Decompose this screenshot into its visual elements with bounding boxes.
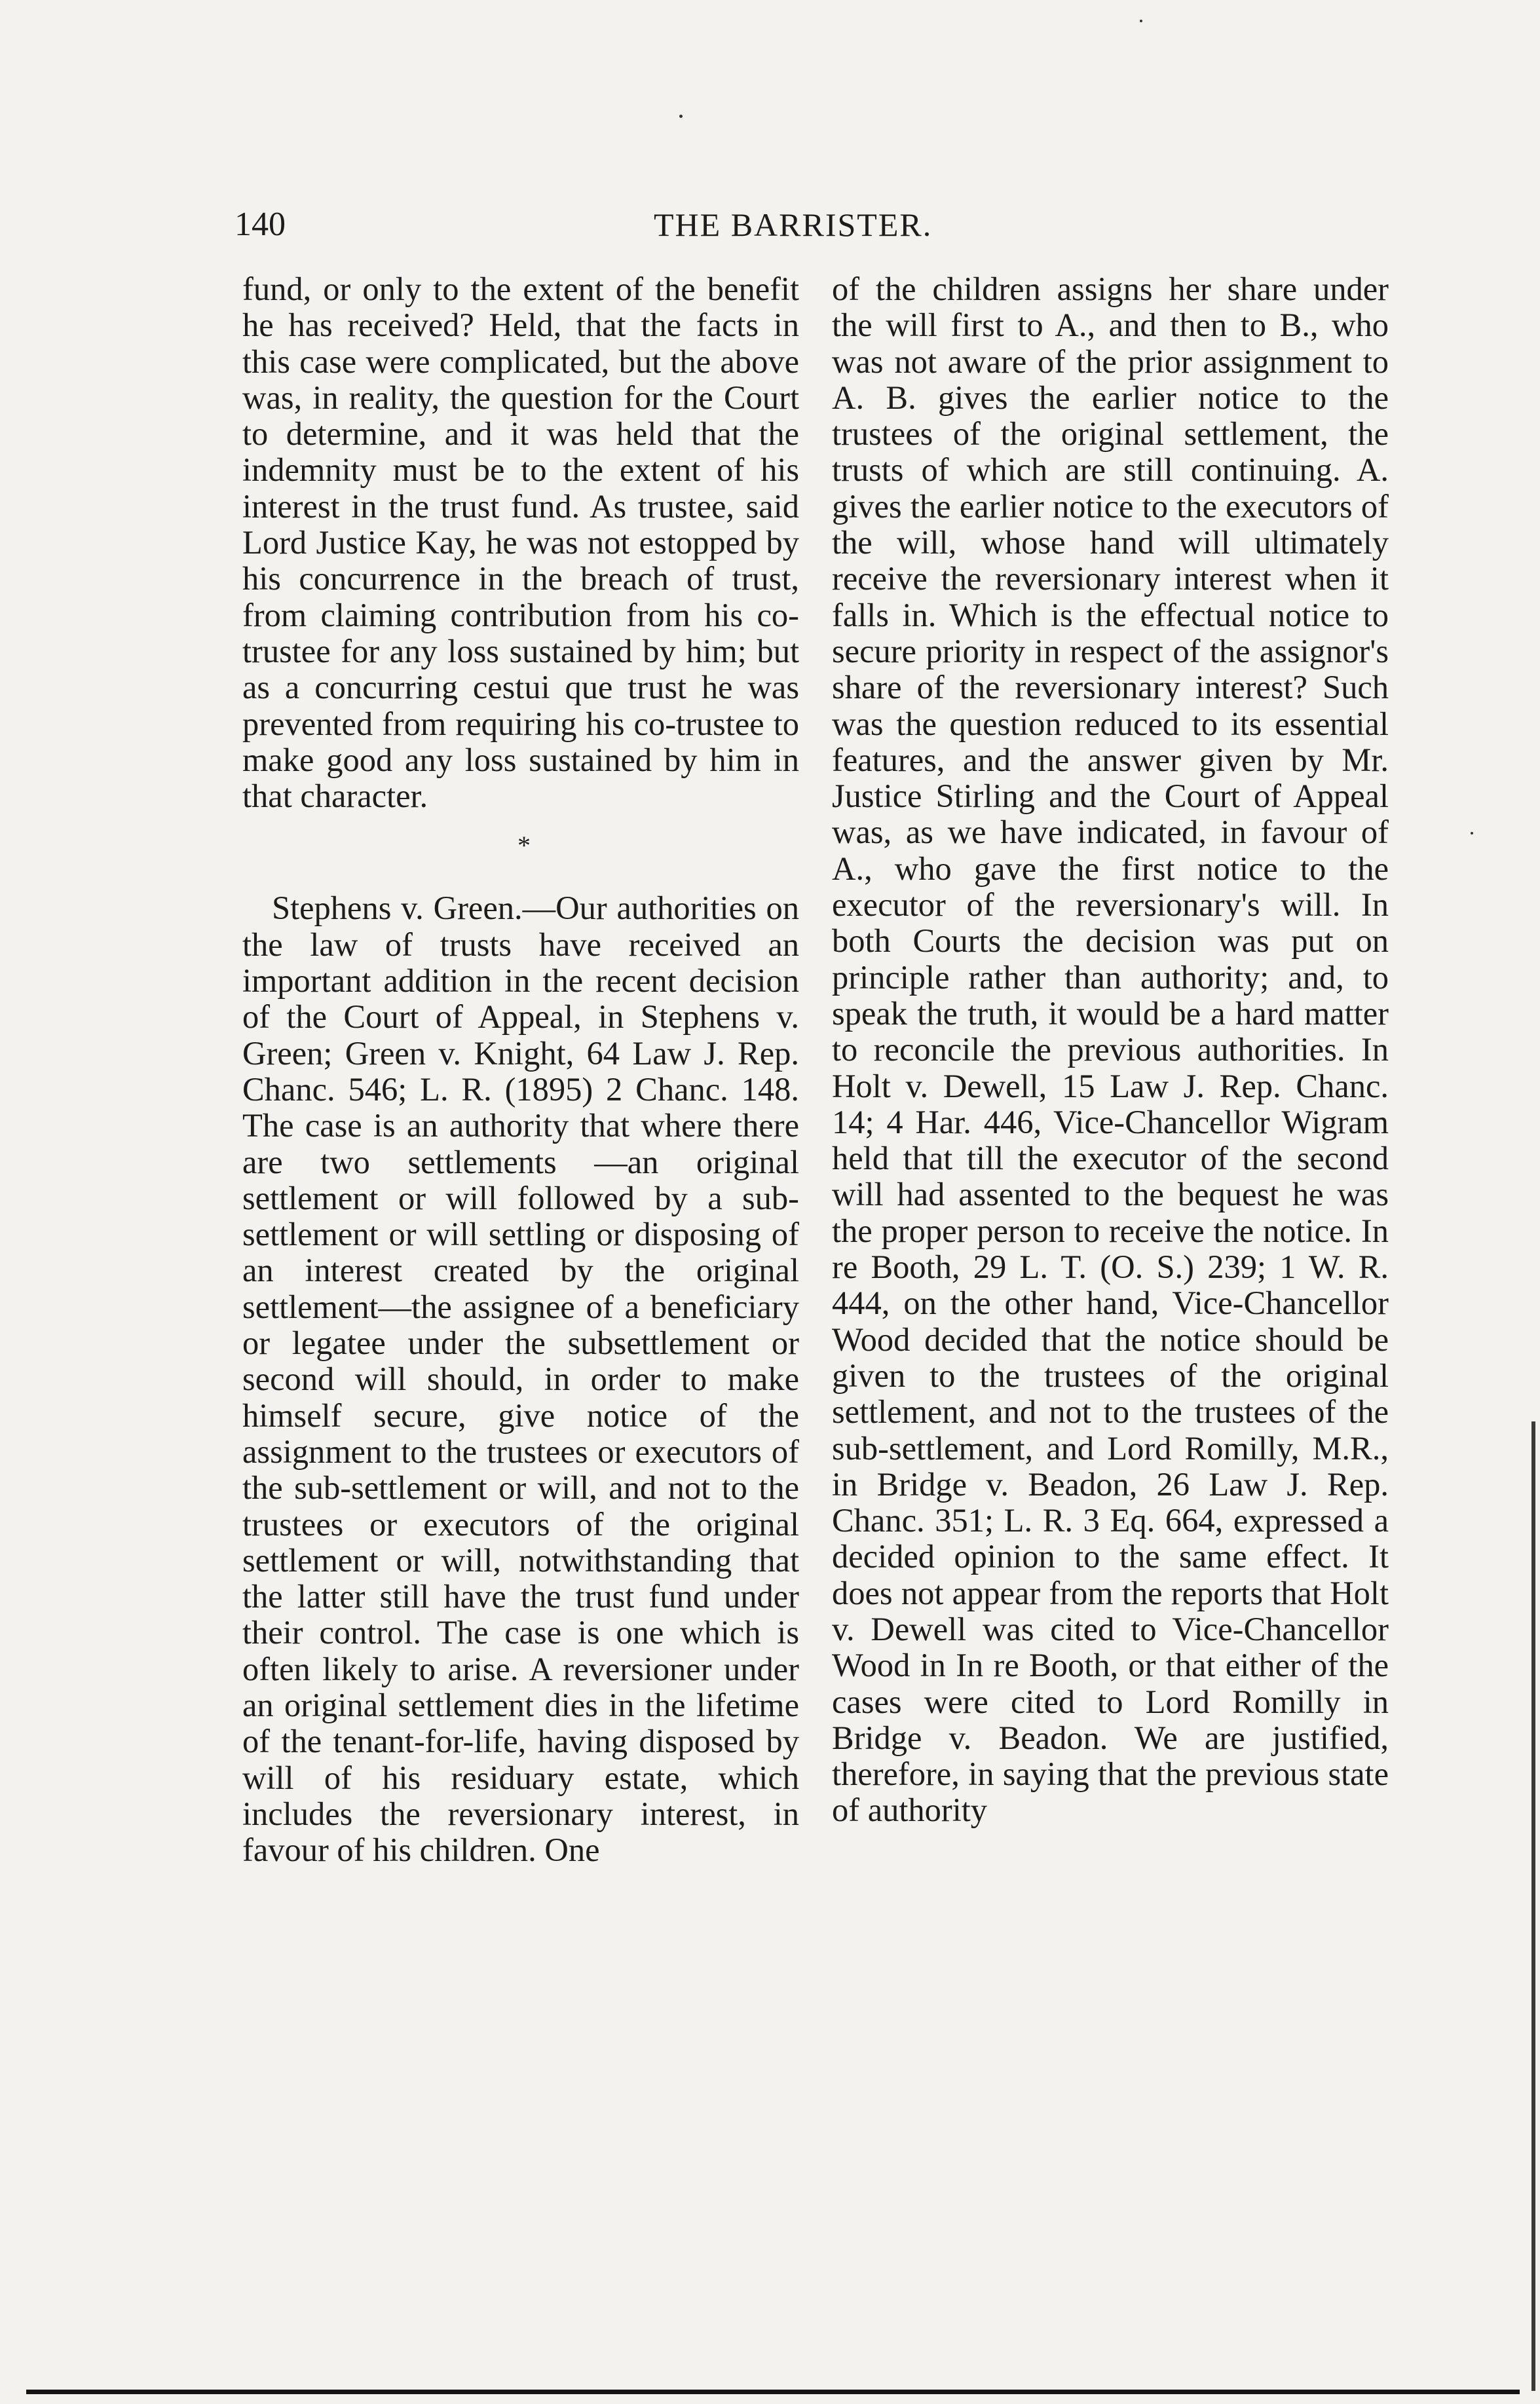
section-ornament: * [517, 831, 531, 861]
left-paragraph-1: fund, or only to the extent of the benefit he has received? Held, that the facts in this case were complicated, but the above was, in reality, the question for the Court to determine, and it was held that the indemnity must be to the extent of his interest in the trust fund. As trustee, said Lord Justice Kay, he was not estopped by his concurrence in the breach of trust, from claiming contribution from his co-trustee for any loss sustained by him; but as a concurring cestui que trust he was prevented from requiring his co-trustee to make good any loss sustained by him in that character. [242, 271, 799, 815]
left-column [242, 271, 799, 1868]
scan-speck [1471, 832, 1473, 835]
right-column [832, 271, 1389, 1829]
bottom-rule [26, 2390, 1520, 2394]
left-paragraph-2: Stephens v. Green.—Our authorities on the law of trusts have received an important addition in the recent decision of the Court of Appeal, in Stephens v. Green; Green v. Knight, 64 Law J. Rep. Chanc. 546; L. R. (1895) 2 Chanc. 148. The case is an authority that where there are two settlements —an original settlement or will followed by a sub-settlement or will settling or disposing of an interest created by the original settlement—the assignee of a beneficiary or legatee under the subsettlement or second will should, in order to make himself secure, give notice of the assignment to the trustees or executors of the sub-settlement or will, and not to the trustees or executors of the original settlement or will, notwithstanding that the latter still have the trust fund under their control. The case is one which is often likely to arise. A reversioner under an original settlement dies in the lifetime of the tenant-for-life, having disposed by will of his residuary estate, which includes the reversionary interest, in favour of his children. One [242, 890, 799, 1869]
scan-speck [1140, 20, 1142, 22]
page-edge-shadow [1531, 1421, 1535, 2391]
running-title: THE BARRISTER. [654, 206, 933, 243]
page-header [235, 202, 1394, 248]
page-number: 140 [235, 206, 286, 243]
right-paragraph-1: of the children assigns her share under the will first to A., and then to B., who was not aware of the prior assignment to A. B. gives the earlier notice to the trustees of the original settlement, the trusts of which are still continuing. A. gives the earlier notice to the executors of the will, whose hand will ultimately receive the reversionary interest when it falls in. Which is the effectual notice to secure priority in respect of the assignor's share of the reversionary interest? Such was the question reduced to its essential features, and the answer given by Mr. Justice Stirling and the Court of Appeal was, as we have indicated, in favour of A., who gave the first notice to the executor of the reversionary's will. In both Courts the decision was put on principle rather than authority; and, to speak the truth, it would be a hard matter to reconcile the previous authorities. In Holt v. Dewell, 15 Law J. Rep. Chanc. 14; 4 Har. 446, Vice-Chancellor Wigram held that till the executor of the second will had assented to the bequest he was the proper person to receive the notice. In re Booth, 29 L. T. (O. S.) 239; 1 W. R. 444, on the other hand, Vice-Chancellor Wood decided that the notice should be given to the trustees of the original settlement, and not to the trustees of the sub-settlement, and Lord Romilly, M.R., in Bridge v. Beadon, 26 Law J. Rep. Chanc. 351; L. R. 3 Eq. 664, expressed a decided opinion to the same effect. It does not appear from the reports that Holt v. Dewell was cited to Vice-Chancellor Wood in In re Booth, or that either of the cases were cited to Lord Romilly in Bridge v. Beadon. We are justified, therefore, in saying that the previous state of authority [832, 271, 1389, 1829]
scan-speck [679, 115, 683, 118]
